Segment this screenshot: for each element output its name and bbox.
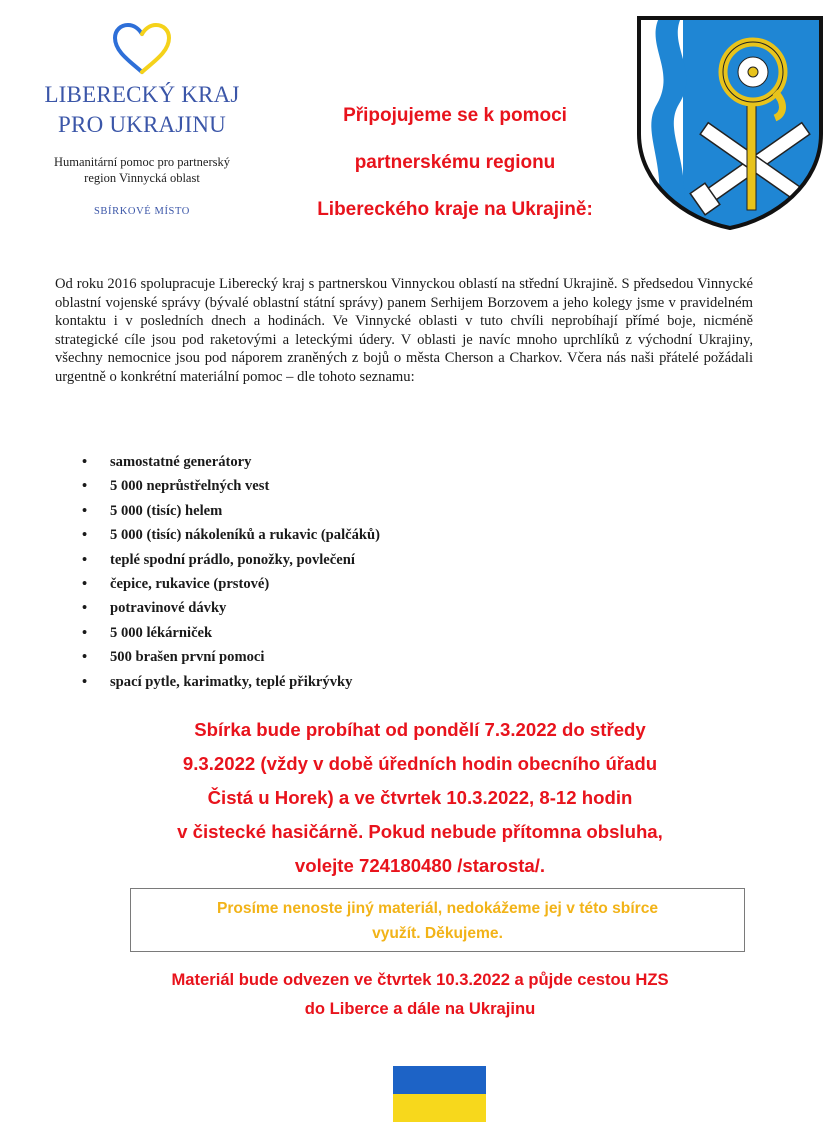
transport-note-line-1: Materiál bude odvezen ve čtvrtek 10.3.2022 a půjde cestou HZS <box>171 970 669 989</box>
logo-subtitle <box>22 154 262 186</box>
notice-line-4: v čistecké hasičárně. Pokud nebude přítomna obsluha, <box>177 821 663 842</box>
bullet: • <box>82 502 88 519</box>
heading-line-2: partnerskému regionu <box>354 152 556 173</box>
heading-line-1: Připojujeme se k pomoci <box>343 105 567 126</box>
list-item <box>82 670 380 694</box>
transport-note <box>110 965 730 1023</box>
item-label: 5 000 neprůstřelných vest <box>110 478 270 495</box>
list-item <box>82 548 380 572</box>
bullet: • <box>82 649 88 666</box>
bullet: • <box>82 673 88 690</box>
bullet: • <box>82 624 88 641</box>
notice-line-3: Čistá u Horek) a ve čtvrtek 10.3.2022, 8-12 hodin <box>207 787 633 808</box>
logo-title <box>22 80 262 140</box>
notice-line-1: Sbírka bude probíhat od pondělí 7.3.2022 do středy <box>194 719 646 740</box>
list-item <box>82 523 380 547</box>
list-item <box>82 499 380 523</box>
bullet: • <box>82 527 88 544</box>
heading-line-3: Libereckého kraje na Ukrajině: <box>317 199 593 220</box>
logo-subtitle-line1: Humanitární pomoc pro partnerský <box>54 155 230 169</box>
item-label: spací pytle, karimatky, teplé přikrývky <box>110 673 353 690</box>
flag-yellow-stripe <box>393 1094 486 1122</box>
item-label: potravinové dávky <box>110 600 227 617</box>
list-item <box>82 645 380 669</box>
ukraine-flag-icon <box>393 1066 486 1122</box>
item-label: 5 000 (tisíc) helem <box>110 502 223 519</box>
flag-blue-stripe <box>393 1066 486 1094</box>
list-item <box>82 450 380 474</box>
logo-block <box>22 22 262 217</box>
coat-of-arms-icon <box>635 14 825 232</box>
logo-title-line1: LIBERECKÝ KRAJ <box>44 82 240 107</box>
logo-subtitle-line2: region Vinnycká oblast <box>84 171 200 185</box>
item-label: teplé spodní prádlo, ponožky, povlečení <box>110 551 355 568</box>
item-label: samostatné generátory <box>110 454 252 470</box>
boxed-note-line-2: využít. Děkujeme. <box>372 925 503 942</box>
bullet: • <box>82 478 88 495</box>
boxed-note <box>130 888 745 952</box>
collection-point-label: SBÍRKOVÉ MÍSTO <box>93 206 190 217</box>
item-label: 5 000 lékárniček <box>110 624 213 641</box>
bullet: • <box>82 551 88 568</box>
notice-line-2: 9.3.2022 (vždy v době úředních hodin obecního úřadu <box>182 753 658 774</box>
bullet: • <box>82 575 88 592</box>
bullet: • <box>82 454 88 470</box>
bullet: • <box>82 600 88 617</box>
page-heading <box>265 104 645 245</box>
transport-note-line-2: do Liberce a dále na Ukrajinu <box>304 999 536 1018</box>
boxed-note-line-1: Prosíme nenoste jiný materiál, nedokážeme jej v této sbírce <box>216 900 659 917</box>
logo-title-line2: PRO UKRAJINU <box>58 112 226 137</box>
list-item <box>82 621 380 645</box>
needed-items-list <box>82 450 380 694</box>
intro-paragraph: Od roku 2016 spolupracuje Liberecký kraj s partnerskou Vinnyckou oblastí na střední Ukrajině. S předsedou Vinnycké oblastní vojenské správy (bývalé oblastní státní správy) panem Serhijem Borzovem a jeho kolegy jsme v pravidelném kontaktu i v posledních dnech a hodinách. Ve Vinnycké oblasti v tuto chvíli neprobíhají přímé boje, nicméně strategické cíle jsou pod raketovými a leteckými údery. V oblasti je navíc mnoho uprchlíků z východní Ukrajiny, všechny nemocnice jsou pod náporem zraněných z bojů o města Cherson a Charkov. Včera nás naši přátelé požádali urgentně o konkrétní materiální pomoc – dle tohoto seznamu: <box>55 276 753 385</box>
notice-line-5: volejte 724180480 /starosta/. <box>294 855 546 876</box>
collection-notice <box>100 713 740 883</box>
list-item <box>82 572 380 596</box>
item-label: čepice, rukavice (prstové) <box>110 575 270 592</box>
list-item <box>82 474 380 498</box>
heart-icon <box>111 22 173 76</box>
list-item <box>82 596 380 620</box>
item-label: 500 brašen první pomoci <box>110 649 265 666</box>
item-label: 5 000 (tisíc) nákoleníků a rukavic (palčáků) <box>110 527 381 544</box>
